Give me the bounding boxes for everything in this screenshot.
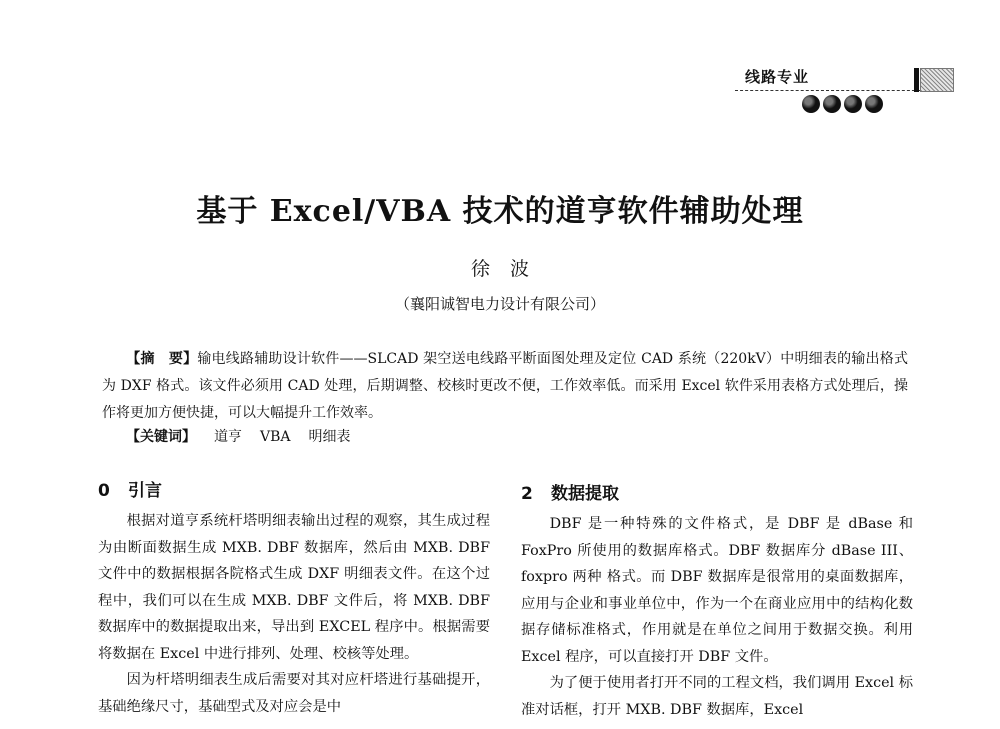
header-rule bbox=[735, 90, 920, 91]
header-pattern-block bbox=[920, 68, 954, 92]
keyword: 道亨 bbox=[214, 429, 242, 445]
section-number: 2 bbox=[521, 484, 533, 504]
section-title: 引言 bbox=[128, 481, 162, 501]
keywords-label: 【关键词】 bbox=[126, 429, 196, 445]
abstract-text: 输电线路辅助设计软件——SLCAD 架空送电线路平断面图处理及定位 CAD 系统（220kV）中明细表的输出格式为 DXF 格式。该文件必须用 CAD 处理，后期调整、校核时更改不便，工作效率低。而采用 Excel 软件采用表格方式处理后，操作将更加方便快捷，可以大幅提升工作效率。 bbox=[102, 351, 908, 421]
abstract-label: 【摘 要】 bbox=[126, 351, 198, 367]
affiliation: （襄阳诚智电力设计有限公司） bbox=[394, 295, 605, 313]
section-number: 0 bbox=[98, 481, 110, 501]
keyword: 明细表 bbox=[308, 429, 351, 445]
header-bar bbox=[914, 68, 919, 92]
header-ornament bbox=[802, 95, 883, 113]
author-name: 徐波 bbox=[470, 258, 549, 280]
keywords bbox=[126, 426, 351, 446]
section-title: 数据提取 bbox=[551, 484, 619, 504]
ornament-dot bbox=[802, 95, 820, 113]
paragraph: 因为杆塔明细表生成后需要对其对应杆塔进行基础提开，基础绝缘尺寸，基础型式及对应会是中 bbox=[98, 672, 490, 715]
paragraph: 为了便于使用者打开不同的工程文档，我们调用 Excel 标准对话框，打开 MXB. DBF 数据库，Excel bbox=[521, 675, 913, 718]
ornament-dot bbox=[865, 95, 883, 113]
section-introduction bbox=[98, 478, 490, 720]
ornament-dot bbox=[844, 95, 862, 113]
section-heading bbox=[521, 481, 913, 511]
abstract bbox=[102, 346, 908, 427]
section-data-extraction bbox=[521, 481, 913, 723]
paragraph: DBF 是一种特殊的文件格式，是 DBF 是 dBase 和 FoxPro 所使用的数据库格式。DBF 数据库分 dBase III、foxpro 两种 格式。而 DBF 数据库是很常用的桌面数据库，应用与企业和事业单位中，作为一个在商业应用中的结构化数据存储标准格式，作用就是在单位之间用于数据交换。利用 Excel 程序，可以直接打开 DBF 文件。 bbox=[521, 516, 913, 665]
ornament-dot bbox=[823, 95, 841, 113]
section-heading bbox=[98, 478, 490, 508]
paragraph: 根据对道亨系统杆塔明细表输出过程的观察，其生成过程为由断面数据生成 MXB. DBF 数据库，然后由 MXB. DBF 文件中的数据根据各院格式生成 DXF 明细表文件。在这个过程中，我们可以在生成 MXB. DBF 文件后，将 MXB. DBF 数据库中的数据提取出来，导出到 EXCEL 程序中。根据需要将数据在 Excel 中进行排列、处理、校核等处理。 bbox=[98, 513, 490, 662]
section-tag: 线路专业 bbox=[745, 68, 810, 86]
paper-title: 基于 Excel/VBA 技术的道亨软件辅助处理 bbox=[196, 194, 804, 229]
keyword: VBA bbox=[260, 429, 291, 445]
